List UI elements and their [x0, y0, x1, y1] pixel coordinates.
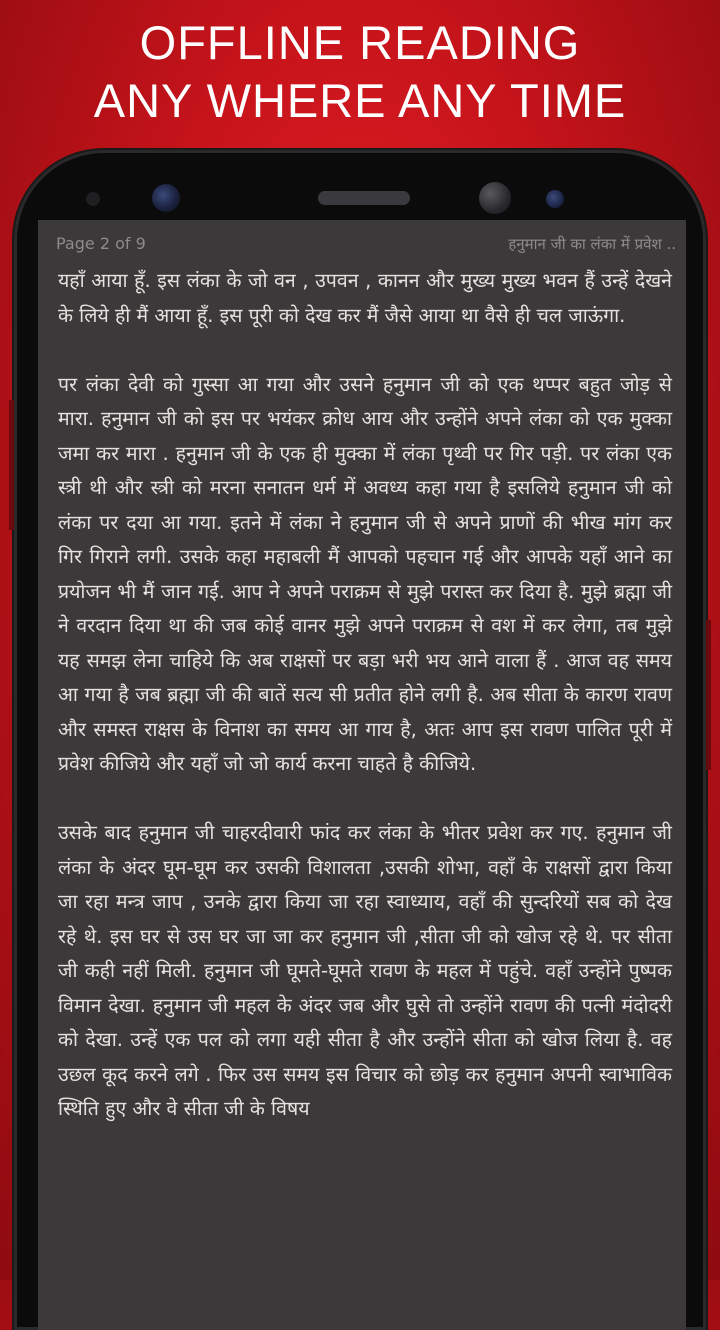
- page-indicator: Page 2 of 9: [56, 234, 146, 253]
- iris-sensor-icon: [479, 182, 511, 214]
- reader-header: [56, 234, 676, 256]
- proximity-sensor-icon: [86, 192, 100, 206]
- paragraph: उसके बाद हनुमान जी चाहरदीवारी फांद कर लंका के भीतर प्रवेश कर गए. हनुमान जी लंका के अंदर घूम-घूम कर उसकी विशालता ,उसकी शोभा, वहाँ के राक्षसों द्वारा किया जा रहा मन्त्र जाप , उनके द्वारा किया जा रहा स्वाध्याय, वहाँ की सुन्दरियों सब को देख रहे थे. इस घर से उस घर जा जा कर हनुमान जी ,सीता जी को खोज रहे थे. पर सीता जी कही नहीं मिली. हनुमान जी घूमते-घूमते रावण के महल में पहुंचे. वहाँ उन्होंने पुष्पक विमान देखा. हनुमान जी महल के अंदर जब और घुसे तो उन्होंने रावण की पत्नी मंदोदरी को देखा. उन्हें एक पल को लगा यही सीता है और उन्होंने सीता को खोज लिया है. वह उछल कूद करने लगे . फिर उस समय इस विचार को छोड़ कर हनुमान अपनी स्वाभाविक स्थिति हुए और वे सीता जी के विषय: [58, 821, 672, 1120]
- banner-line-2: ANY WHERE ANY TIME: [93, 74, 627, 127]
- reading-content[interactable]: [58, 264, 672, 1161]
- earpiece-speaker: [318, 191, 410, 205]
- volume-button: [9, 400, 14, 530]
- power-button: [706, 620, 711, 770]
- paragraph: पर लंका देवी को गुस्सा आ गया और उसने हनुमान जी को एक थप्पर बहुत जोड़ से मारा. हनुमान जी को इस पर भयंकर क्रोध आय और उन्होंने अपने लंका को एक मुक्का जमा कर मारा . हनुमान जी के एक ही मुक्का में लंका पृथ्वी पर गिर पड़ी. पर लंका एक स्त्री थी और स्त्री को मरना सनातन धर्म में अवध्य कहा गया है इसलिये हनुमान जी को लंका पर दया आ गया. इतने में लंका ने हनुमान जी से अपने प्राणों की भीख मांग कर गिर गिराने लगी. उसके कहा महाबली मैं आपको पहचान गई और आपके यहाँ आने का प्रयोजन भी मैं जान गई. आप ने अपने पराक्रम से मुझे परास्त कर दिया है. मुझे ब्रह्मा जी ने वरदान दिया था की जब कोई वानर मुझे अपने पराक्रम से वश में कर लेगा, तब मुझे यह समझ लेना चाहिये कि अब राक्षसों पर बड़ा भरी भय आने वाला हैं . आज वह समय आ गया है जब ब्रह्मा जी की बातें सत्य सी प्रतीत होने लगी है. अब सीता के कारण रावण और समस्त राक्षस के विनाश का समय आ गाय है, अतः आप इस रावण पालित पूरी में प्रवेश कीजिये और यहाँ जो जो कार्य करना चाहते है कीजिये.: [58, 372, 672, 775]
- promo-banner: [0, 14, 720, 130]
- paragraph: यहाँ आया हूँ. इस लंका के जो वन , उपवन , कानन और मुख्य मुख्य भवन हैं उन्हें देखने के लिये ही मैं आया हूँ. इस पूरी को देख कर मैं जैसे आया था वैसे ही चल जाऊंगा.: [58, 269, 672, 327]
- phone-frame: [14, 150, 706, 1330]
- chapter-title: हनुमान जी का लंका में प्रवेश ..: [508, 235, 676, 253]
- front-camera-icon: [152, 184, 180, 212]
- reader-screen[interactable]: [38, 220, 686, 1330]
- secondary-sensor-icon: [546, 190, 564, 208]
- banner-line-1: OFFLINE READING: [139, 16, 581, 69]
